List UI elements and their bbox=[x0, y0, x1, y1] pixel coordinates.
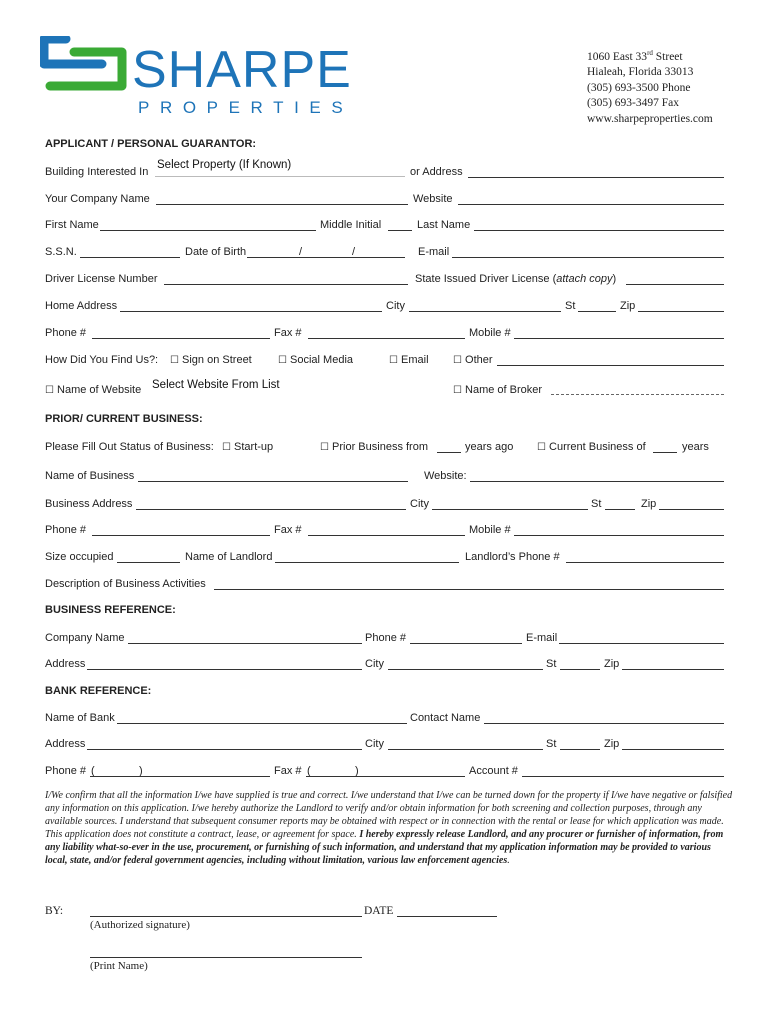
mobile-field[interactable] bbox=[514, 338, 724, 339]
option-startup[interactable]: ☐ Start-up bbox=[222, 441, 274, 453]
business-address-field[interactable] bbox=[136, 509, 406, 510]
dob-separator-2: / bbox=[352, 246, 356, 258]
website-label: Website bbox=[413, 193, 453, 205]
building-label: Building Interested In bbox=[45, 166, 149, 178]
print-name-field[interactable] bbox=[90, 957, 362, 958]
bank-contact-field[interactable] bbox=[484, 723, 724, 724]
bank-name-label: Name of Bank bbox=[45, 712, 115, 724]
logo-brand-text: SHARPE bbox=[132, 41, 352, 99]
logo-mark-icon bbox=[40, 36, 132, 94]
bank-zip-label: Zip bbox=[604, 738, 620, 750]
email-field[interactable] bbox=[452, 257, 724, 258]
landlord-name-label: Name of Landlord bbox=[185, 551, 273, 563]
size-occupied-label: Size occupied bbox=[45, 551, 114, 563]
fax-label: Fax # bbox=[274, 327, 302, 339]
signature-date-field[interactable] bbox=[397, 916, 497, 917]
business-zip-label: Zip bbox=[641, 498, 657, 510]
option-email[interactable]: ☐ Email bbox=[389, 354, 429, 366]
business-website-label: Website: bbox=[424, 470, 467, 482]
company-address bbox=[587, 46, 713, 127]
last-name-label: Last Name bbox=[417, 219, 471, 231]
checkbox-icon[interactable]: ☐ bbox=[170, 355, 179, 366]
website-field[interactable] bbox=[458, 204, 724, 205]
address-fax: (305) 693-3497 Fax bbox=[587, 97, 679, 110]
ssn-label: S.S.N. bbox=[45, 246, 77, 258]
dob-separator-1: / bbox=[299, 246, 303, 258]
option-social-media[interactable]: ☐ Social Media bbox=[278, 354, 354, 366]
ref-st-label: St bbox=[546, 658, 557, 670]
bank-fax-paren-open: ( bbox=[307, 765, 311, 777]
bank-account-label: Account # bbox=[469, 765, 518, 777]
checkbox-icon[interactable]: ☐ bbox=[320, 442, 329, 453]
logo-tagline-text: PROPERTIES bbox=[138, 98, 354, 117]
ref-address-label: Address bbox=[45, 658, 86, 670]
business-phone-field[interactable] bbox=[92, 535, 270, 536]
bank-city-label: City bbox=[365, 738, 384, 750]
company-name-label: Your Company Name bbox=[45, 193, 150, 205]
home-address-field[interactable] bbox=[120, 311, 382, 312]
address-phone: (305) 693-3500 Phone bbox=[587, 81, 691, 94]
signature-field[interactable] bbox=[90, 916, 362, 917]
ref-phone-field[interactable] bbox=[410, 643, 522, 644]
ref-zip-field[interactable] bbox=[622, 669, 724, 670]
zip-label: Zip bbox=[620, 300, 636, 312]
state-license-label: State Issued Driver License (attach copy) bbox=[415, 273, 617, 285]
st-label: St bbox=[565, 300, 576, 312]
address-website: www.sharpeproperties.com bbox=[587, 112, 713, 125]
building-select-line bbox=[155, 176, 405, 177]
business-phone-label: Phone # bbox=[45, 524, 86, 536]
bank-fax-paren-close: ) bbox=[355, 765, 359, 777]
business-reference-heading: BUSINESS REFERENCE: bbox=[45, 604, 176, 616]
authorized-signature-caption: (Authorized signature) bbox=[90, 919, 190, 931]
ref-email-field[interactable] bbox=[559, 643, 724, 644]
broker-field[interactable] bbox=[551, 394, 724, 395]
ref-city-field[interactable] bbox=[388, 669, 543, 670]
checkbox-icon[interactable]: ☐ bbox=[389, 355, 398, 366]
signature-by-label: BY: bbox=[45, 905, 64, 917]
landlord-name-field[interactable] bbox=[275, 562, 459, 563]
business-name-label: Name of Business bbox=[45, 470, 135, 482]
ref-company-field[interactable] bbox=[128, 643, 362, 644]
bank-account-field[interactable] bbox=[522, 776, 724, 777]
bank-st-label: St bbox=[546, 738, 557, 750]
middle-initial-field[interactable] bbox=[388, 230, 412, 231]
ref-phone-label: Phone # bbox=[365, 632, 406, 644]
find-us-label: How Did You Find Us?: bbox=[45, 354, 159, 366]
business-fax-label: Fax # bbox=[274, 524, 302, 536]
checkbox-icon[interactable]: ☐ bbox=[222, 442, 231, 453]
website-select[interactable]: Select Website From List bbox=[152, 379, 280, 391]
prior-years-field[interactable] bbox=[437, 452, 461, 453]
first-name-field[interactable] bbox=[100, 230, 316, 231]
landlord-phone-label: Landlord’s Phone # bbox=[465, 551, 560, 563]
or-address-field[interactable] bbox=[468, 177, 724, 178]
last-name-field[interactable] bbox=[474, 230, 724, 231]
state-license-field[interactable] bbox=[626, 284, 724, 285]
business-city-label: City bbox=[410, 498, 429, 510]
print-name-caption: (Print Name) bbox=[90, 960, 148, 972]
business-st-label: St bbox=[591, 498, 602, 510]
option-current-business[interactable]: ☐ Current Business of bbox=[537, 441, 646, 453]
business-mobile-field[interactable] bbox=[514, 535, 724, 536]
bank-phone-paren-close: ) bbox=[139, 765, 143, 777]
business-zip-field[interactable] bbox=[659, 509, 724, 510]
option-other[interactable]: ☐ Other bbox=[453, 354, 493, 366]
building-select[interactable]: Select Property (If Known) bbox=[157, 159, 292, 171]
option-broker[interactable]: ☐ Name of Broker bbox=[453, 384, 543, 396]
city-field[interactable] bbox=[409, 311, 561, 312]
driver-license-field[interactable] bbox=[164, 284, 408, 285]
email-label: E-mail bbox=[418, 246, 450, 258]
business-city-field[interactable] bbox=[432, 509, 588, 510]
business-status-label: Please Fill Out Status of Business: bbox=[45, 441, 214, 453]
option-sign-on-street[interactable]: ☐ Sign on Street bbox=[170, 354, 252, 366]
legal-bold-text: I hereby expressly release Landlord, and any procurer or furnisher of information, from any liability what-so-ever in the use, procurement, or furnishing of such information, and understand that my application information may be provided to various local, state, and/or federal government agencies, including without limitation, various law enforcement agencies bbox=[45, 828, 724, 866]
zip-field[interactable] bbox=[638, 311, 724, 312]
bank-zip-field[interactable] bbox=[622, 749, 724, 750]
or-address-label: or Address bbox=[410, 166, 463, 178]
ref-st-field[interactable] bbox=[560, 669, 600, 670]
checkbox-icon[interactable]: ☐ bbox=[537, 442, 546, 453]
legal-italic-text: I/We confirm that all the information I/we have supplied is true and correct. I/we understand that I/we can be turned down for the property if I/we have negative or falsified any information on this application. I/we hereby authorize the Landlord to verify and/or obtain information for both screening and collection purposes, through any available sources. I understand that subsequent consumer reports may be obtained with respect or in connection with the rental or lease for which application was made. This application does not constitute a contract, lease, or agreement for space. bbox=[45, 790, 733, 840]
driver-license-label: Driver License Number bbox=[45, 273, 158, 285]
bank-reference-heading: BANK REFERENCE: bbox=[45, 685, 152, 697]
bank-phone-field[interactable] bbox=[90, 776, 270, 777]
legal-disclaimer: I/We confirm that all the information I/we have supplied is true and correct. I/we understand that I/we can be turned down for the property if I/we have negative or falsified any information on this application. I/we hereby authorize the Landlord to verify and/or obtain information for both screening and collection purposes, through any available sources. I understand that subsequent consumer reports may be obtained with respect or in connection with the rental or lease for which application was made. This application does not constitute a contract, lease, or agreement for space. I hereby expressly release Landlord, and any procurer or furnisher of information, from any liability what-so-ever in the use, procurement, or furnishing of such information, and understand that my application information may be provided to various local, state, and/or federal government agencies, including without limitation, various law enforcement agencies. bbox=[45, 790, 733, 866]
bank-fax-field[interactable] bbox=[306, 776, 465, 777]
bank-contact-label: Contact Name bbox=[410, 712, 481, 724]
signature-date-label: DATE bbox=[364, 905, 394, 917]
applicant-heading: APPLICANT / PERSONAL GUARANTOR: bbox=[45, 138, 257, 150]
bank-fax-label: Fax # bbox=[274, 765, 302, 777]
business-website-field[interactable] bbox=[470, 481, 724, 482]
option-prior-business[interactable]: ☐ Prior Business from bbox=[320, 441, 429, 453]
phone-label: Phone # bbox=[45, 327, 86, 339]
home-address-label: Home Address bbox=[45, 300, 118, 312]
bank-address-field[interactable] bbox=[87, 749, 362, 750]
business-fax-field[interactable] bbox=[308, 535, 465, 536]
mobile-label: Mobile # bbox=[469, 327, 511, 339]
checkbox-icon[interactable]: ☐ bbox=[453, 355, 462, 366]
ref-address-field[interactable] bbox=[87, 669, 362, 670]
business-description-label: Description of Business Activities bbox=[45, 578, 206, 590]
bank-address-label: Address bbox=[45, 738, 86, 750]
ref-city-label: City bbox=[365, 658, 384, 670]
business-description-field[interactable] bbox=[214, 589, 724, 590]
bank-st-field[interactable] bbox=[560, 749, 600, 750]
checkbox-icon[interactable]: ☐ bbox=[45, 385, 54, 396]
bank-name-field[interactable] bbox=[117, 723, 407, 724]
size-occupied-field[interactable] bbox=[117, 562, 180, 563]
years-ago-label: years ago bbox=[465, 441, 514, 453]
dob-field[interactable] bbox=[247, 257, 405, 258]
option-website[interactable]: ☐ Name of Website bbox=[45, 384, 142, 396]
checkbox-icon[interactable]: ☐ bbox=[453, 385, 462, 396]
bank-phone-label: Phone # bbox=[45, 765, 86, 777]
ssn-field[interactable] bbox=[80, 257, 180, 258]
address-city: Hialeah, Florida 33013 bbox=[587, 66, 694, 79]
city-label: City bbox=[386, 300, 405, 312]
landlord-phone-field[interactable] bbox=[566, 562, 724, 563]
bank-city-field[interactable] bbox=[388, 749, 543, 750]
business-mobile-label: Mobile # bbox=[469, 524, 511, 536]
business-heading: PRIOR/ CURRENT BUSINESS: bbox=[45, 413, 203, 425]
other-field[interactable] bbox=[497, 365, 724, 366]
dob-label: Date of Birth bbox=[185, 246, 247, 258]
first-name-label: First Name bbox=[45, 219, 99, 231]
st-field[interactable] bbox=[578, 311, 616, 312]
business-name-field[interactable] bbox=[138, 481, 408, 482]
current-years-field[interactable] bbox=[653, 452, 677, 453]
company-name-field[interactable] bbox=[156, 204, 408, 205]
years-label: years bbox=[682, 441, 709, 453]
ref-company-label: Company Name bbox=[45, 632, 125, 644]
bank-phone-paren-open: ( bbox=[91, 765, 95, 777]
business-st-field[interactable] bbox=[605, 509, 635, 510]
ref-email-label: E-mail bbox=[526, 632, 558, 644]
fax-field[interactable] bbox=[308, 338, 465, 339]
phone-field[interactable] bbox=[92, 338, 270, 339]
address-street: 1060 East 33rd Street bbox=[587, 49, 683, 63]
ref-zip-label: Zip bbox=[604, 658, 620, 670]
business-address-label: Business Address bbox=[45, 498, 133, 510]
checkbox-icon[interactable]: ☐ bbox=[278, 355, 287, 366]
middle-initial-label: Middle Initial bbox=[320, 219, 382, 231]
